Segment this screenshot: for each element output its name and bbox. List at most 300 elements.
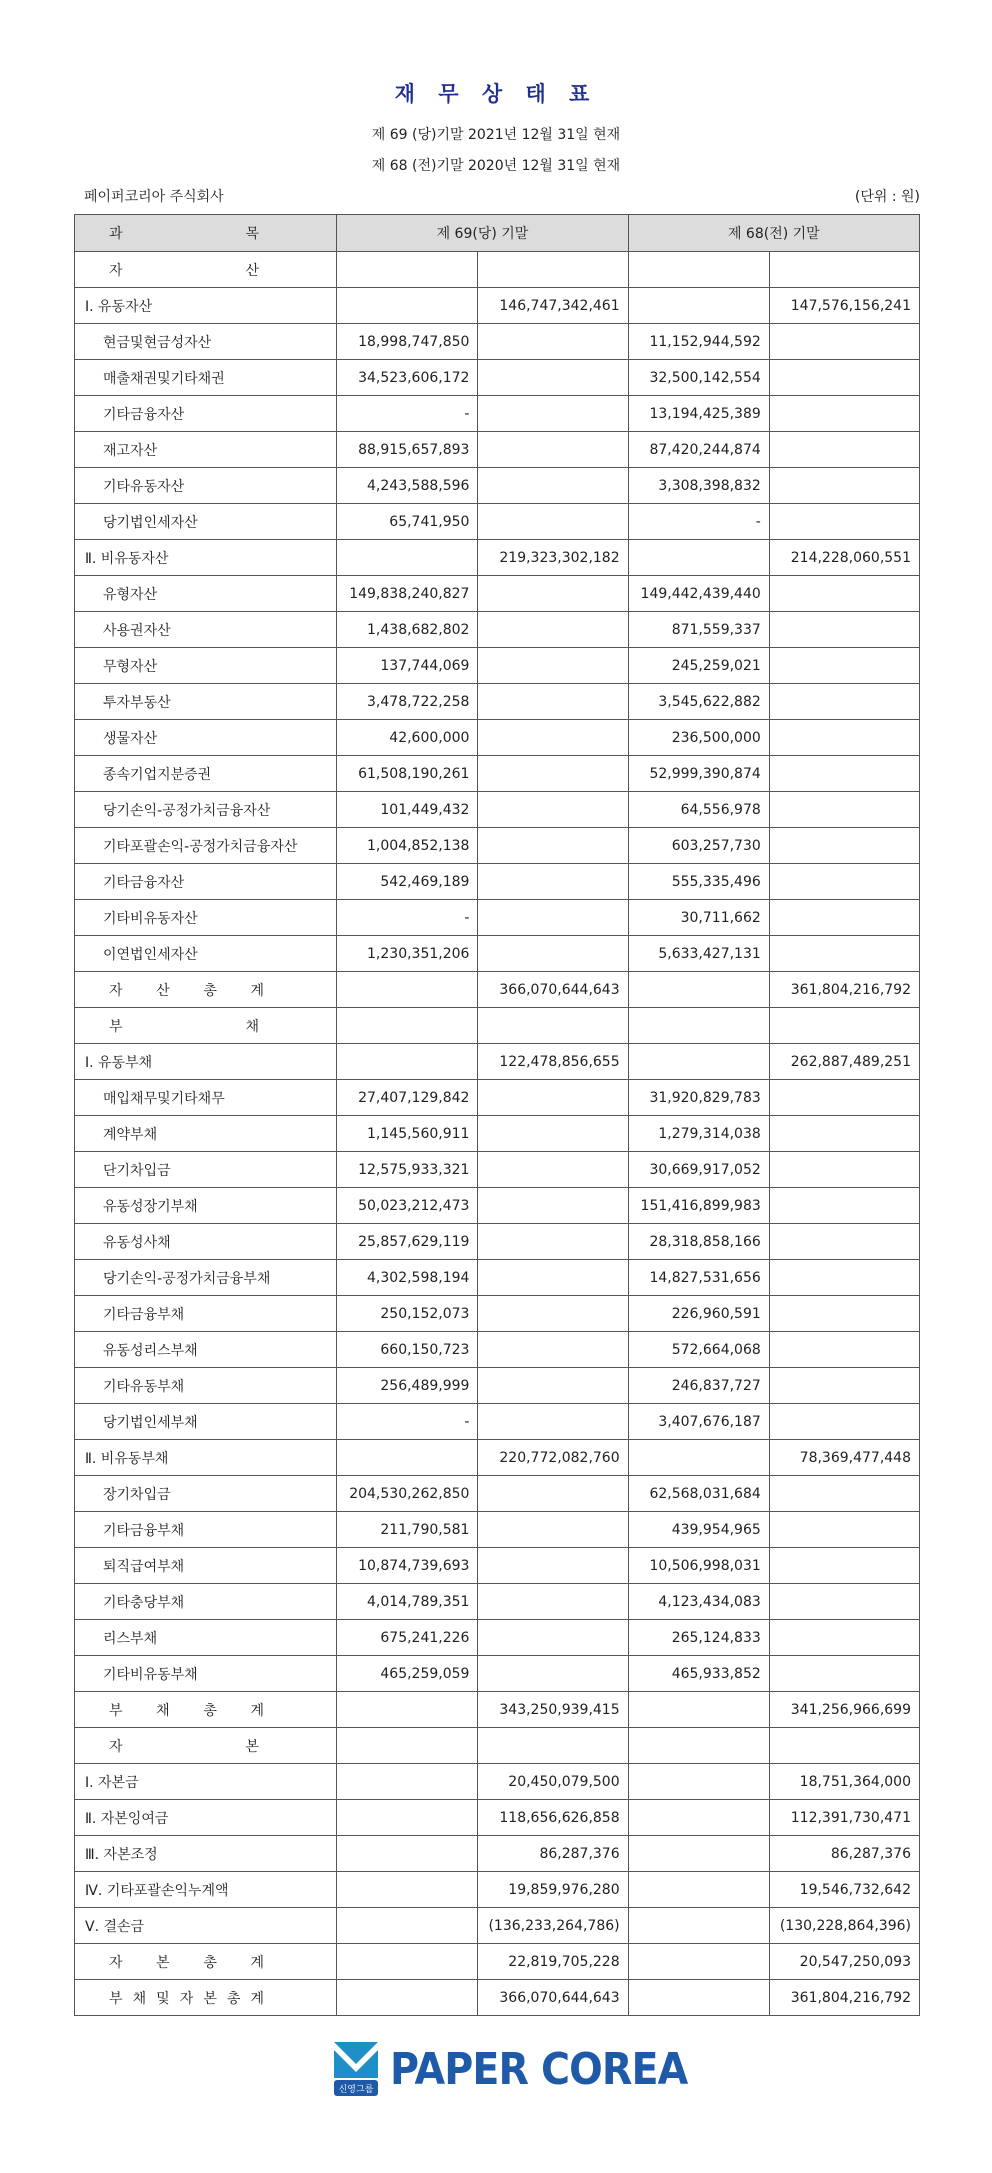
table-row xyxy=(75,1512,920,1548)
amount-cell-p1: 1,279,314,038 xyxy=(628,1116,769,1152)
amount-cell-p2 xyxy=(769,468,919,504)
table-row xyxy=(75,648,920,684)
table-row xyxy=(75,1008,920,1044)
row-label: 리스부채 xyxy=(75,1620,337,1656)
amount-cell-p1: 4,123,434,083 xyxy=(628,1584,769,1620)
amount-cell-p1: 13,194,425,389 xyxy=(628,396,769,432)
amount-cell-p2 xyxy=(769,1008,919,1044)
amount-cell-c1: 65,741,950 xyxy=(337,504,478,540)
amount-cell-p1: 465,933,852 xyxy=(628,1656,769,1692)
amount-cell-c1: 1,004,852,138 xyxy=(337,828,478,864)
amount-cell-c2 xyxy=(478,828,628,864)
amount-cell-c2 xyxy=(478,1188,628,1224)
amount-cell-p2 xyxy=(769,1296,919,1332)
amount-cell-c1 xyxy=(337,288,478,324)
table-row xyxy=(75,1800,920,1836)
amount-cell-c1 xyxy=(337,1944,478,1980)
amount-cell-c1 xyxy=(337,1728,478,1764)
row-label: Ⅰ. 유동자산 xyxy=(75,288,337,324)
amount-cell-c2 xyxy=(478,612,628,648)
amount-cell-c2 xyxy=(478,504,628,540)
amount-cell-c2: 19,859,976,280 xyxy=(478,1872,628,1908)
row-label: Ⅱ. 자본잉여금 xyxy=(75,1800,337,1836)
amount-cell-p1: 62,568,031,684 xyxy=(628,1476,769,1512)
amount-cell-p2 xyxy=(769,432,919,468)
row-label: 기타금융자산 xyxy=(75,396,337,432)
row-label: 단기차입금 xyxy=(75,1152,337,1188)
amount-cell-p2 xyxy=(769,720,919,756)
row-label-text: 자 산 총 계 xyxy=(109,982,264,999)
amount-cell-p1 xyxy=(628,252,769,288)
amount-cell-p2 xyxy=(769,1656,919,1692)
amount-cell-c1 xyxy=(337,540,478,576)
amount-cell-c2 xyxy=(478,1332,628,1368)
amount-cell-p1: 245,259,021 xyxy=(628,648,769,684)
amount-cell-p1: 64,556,978 xyxy=(628,792,769,828)
amount-cell-c1: - xyxy=(337,396,478,432)
amount-cell-p1: 10,506,998,031 xyxy=(628,1548,769,1584)
amount-cell-c2: 219,323,302,182 xyxy=(478,540,628,576)
row-label: 유동성장기부채 xyxy=(75,1188,337,1224)
amount-cell-p1 xyxy=(628,1800,769,1836)
amount-cell-p2 xyxy=(769,648,919,684)
table-row xyxy=(75,540,920,576)
row-label: 유형자산 xyxy=(75,576,337,612)
row-label: 당기손익-공정가치금융자산 xyxy=(75,792,337,828)
row-label: 무형자산 xyxy=(75,648,337,684)
amount-cell-p1: 30,669,917,052 xyxy=(628,1152,769,1188)
table-body xyxy=(75,252,920,2016)
amount-cell-p2: 86,287,376 xyxy=(769,1836,919,1872)
amount-cell-c1: 542,469,189 xyxy=(337,864,478,900)
amount-cell-c1: 1,145,560,911 xyxy=(337,1116,478,1152)
amount-cell-p2: (130,228,864,396) xyxy=(769,1908,919,1944)
row-label: 계약부채 xyxy=(75,1116,337,1152)
amount-cell-p1 xyxy=(628,1008,769,1044)
amount-cell-p2: 147,576,156,241 xyxy=(769,288,919,324)
amount-cell-c1 xyxy=(337,1440,478,1476)
amount-cell-c1: 204,530,262,850 xyxy=(337,1476,478,1512)
row-label: 기타포괄손익-공정가치금융자산 xyxy=(75,828,337,864)
amount-cell-p1: 151,416,899,983 xyxy=(628,1188,769,1224)
amount-cell-c1: 12,575,933,321 xyxy=(337,1152,478,1188)
amount-cell-p1: 31,920,829,783 xyxy=(628,1080,769,1116)
amount-cell-p1: 11,152,944,592 xyxy=(628,324,769,360)
amount-cell-p1 xyxy=(628,1908,769,1944)
company-logo xyxy=(332,2040,720,2098)
amount-cell-c2 xyxy=(478,1008,628,1044)
amount-cell-c1: 61,508,190,261 xyxy=(337,756,478,792)
amount-cell-p1: 32,500,142,554 xyxy=(628,360,769,396)
amount-cell-c2: 86,287,376 xyxy=(478,1836,628,1872)
amount-cell-p1: 603,257,730 xyxy=(628,828,769,864)
row-label: 기타금융자산 xyxy=(75,864,337,900)
row-label: Ⅰ. 자본금 xyxy=(75,1764,337,1800)
table-row xyxy=(75,1260,920,1296)
table-row xyxy=(75,1728,920,1764)
amount-cell-c1: 101,449,432 xyxy=(337,792,478,828)
document-title: 재 무 상 태 표 xyxy=(394,82,598,106)
amount-cell-p2 xyxy=(769,1620,919,1656)
amount-cell-p1: 28,318,858,166 xyxy=(628,1224,769,1260)
row-label: 기타비유동부채 xyxy=(75,1656,337,1692)
amount-cell-c1: 675,241,226 xyxy=(337,1620,478,1656)
amount-cell-c2 xyxy=(478,1584,628,1620)
row-label-text: 자 산 xyxy=(109,262,259,279)
row-label: Ⅴ. 결손금 xyxy=(75,1908,337,1944)
amount-cell-c1 xyxy=(337,1908,478,1944)
amount-cell-p1 xyxy=(628,1692,769,1728)
amount-cell-p1: 52,999,390,874 xyxy=(628,756,769,792)
table-row xyxy=(75,864,920,900)
row-label-text: 자 본 총 계 xyxy=(109,1954,264,1971)
amount-cell-p2: 18,751,364,000 xyxy=(769,1764,919,1800)
table-row xyxy=(75,1404,920,1440)
amount-cell-p2 xyxy=(769,1260,919,1296)
table-row xyxy=(75,756,920,792)
table-header-row xyxy=(75,215,920,252)
amount-cell-c2 xyxy=(478,720,628,756)
period-current: 제 69 (당)기말 2021년 12월 31일 현재 xyxy=(371,127,621,143)
amount-cell-c2 xyxy=(478,756,628,792)
amount-cell-c2 xyxy=(478,396,628,432)
amount-cell-c1 xyxy=(337,1872,478,1908)
table-row xyxy=(75,1080,920,1116)
row-label: Ⅱ. 비유동자산 xyxy=(75,540,337,576)
amount-cell-c2 xyxy=(478,1260,628,1296)
amount-cell-c1 xyxy=(337,1836,478,1872)
table-row xyxy=(75,1872,920,1908)
amount-cell-p1 xyxy=(628,1944,769,1980)
row-label: Ⅲ. 자본조정 xyxy=(75,1836,337,1872)
amount-cell-c2 xyxy=(478,468,628,504)
amount-cell-p2 xyxy=(769,1584,919,1620)
row-label: 퇴직급여부채 xyxy=(75,1548,337,1584)
amount-cell-c1 xyxy=(337,1764,478,1800)
period-prior: 제 68 (전)기말 2020년 12월 31일 현재 xyxy=(371,158,621,174)
amount-cell-p1: 3,545,622,882 xyxy=(628,684,769,720)
row-label: 투자부동산 xyxy=(75,684,337,720)
amount-cell-p1: 226,960,591 xyxy=(628,1296,769,1332)
amount-cell-c1: 34,523,606,172 xyxy=(337,360,478,396)
amount-cell-p2: 262,887,489,251 xyxy=(769,1044,919,1080)
amount-cell-c1: 42,600,000 xyxy=(337,720,478,756)
table-row xyxy=(75,1836,920,1872)
amount-cell-p2 xyxy=(769,864,919,900)
row-label: 장기차입금 xyxy=(75,1476,337,1512)
table-row xyxy=(75,792,920,828)
amount-cell-c1 xyxy=(337,1692,478,1728)
amount-cell-p2 xyxy=(769,504,919,540)
amount-cell-c1: 50,023,212,473 xyxy=(337,1188,478,1224)
row-label xyxy=(75,1692,337,1728)
amount-cell-p2 xyxy=(769,1728,919,1764)
row-label: 당기법인세자산 xyxy=(75,504,337,540)
amount-cell-p2: 19,546,732,642 xyxy=(769,1872,919,1908)
row-label-text: 부 채 xyxy=(109,1018,259,1035)
amount-cell-c2: 122,478,856,655 xyxy=(478,1044,628,1080)
amount-cell-c2 xyxy=(478,576,628,612)
amount-cell-p1: 246,837,727 xyxy=(628,1368,769,1404)
amount-cell-c2 xyxy=(478,1620,628,1656)
amount-cell-p2 xyxy=(769,1080,919,1116)
amount-cell-c1: - xyxy=(337,900,478,936)
amount-cell-p1 xyxy=(628,288,769,324)
table-row xyxy=(75,828,920,864)
row-label xyxy=(75,972,337,1008)
amount-cell-p1: 236,500,000 xyxy=(628,720,769,756)
amount-cell-c2 xyxy=(478,1548,628,1584)
amount-cell-c2: (136,233,264,786) xyxy=(478,1908,628,1944)
amount-cell-p2 xyxy=(769,1224,919,1260)
logo-caption: 신영그룹 xyxy=(338,2085,374,2095)
header-prior-period: 제 68(전) 기말 xyxy=(628,215,919,252)
amount-cell-c1: 256,489,999 xyxy=(337,1368,478,1404)
row-label-text: 부 채 총 계 xyxy=(109,1702,264,1719)
table-row xyxy=(75,1584,920,1620)
table-row xyxy=(75,972,920,1008)
amount-cell-p2 xyxy=(769,396,919,432)
amount-cell-p1: 265,124,833 xyxy=(628,1620,769,1656)
row-label: 이연법인세자산 xyxy=(75,936,337,972)
table-row xyxy=(75,1188,920,1224)
amount-cell-p1: 3,407,676,187 xyxy=(628,1404,769,1440)
amount-cell-p2 xyxy=(769,792,919,828)
table-row xyxy=(75,1368,920,1404)
amount-cell-c2 xyxy=(478,684,628,720)
amount-cell-p2 xyxy=(769,756,919,792)
table-row xyxy=(75,1332,920,1368)
header-subject xyxy=(75,215,337,252)
row-label: 종속기업지분증권 xyxy=(75,756,337,792)
amount-cell-c2 xyxy=(478,1512,628,1548)
row-label: 당기법인세부채 xyxy=(75,1404,337,1440)
amount-cell-c2 xyxy=(478,1656,628,1692)
amount-cell-c2 xyxy=(478,360,628,396)
table-row xyxy=(75,720,920,756)
amount-cell-c2 xyxy=(478,1404,628,1440)
amount-cell-c1: 465,259,059 xyxy=(337,1656,478,1692)
row-label: 유동성리스부채 xyxy=(75,1332,337,1368)
table-row xyxy=(75,1656,920,1692)
amount-cell-c2: 366,070,644,643 xyxy=(478,972,628,1008)
row-label xyxy=(75,252,337,288)
table-row xyxy=(75,432,920,468)
amount-cell-p2: 361,804,216,792 xyxy=(769,1980,919,2016)
table-row xyxy=(75,1296,920,1332)
amount-cell-p1 xyxy=(628,1044,769,1080)
amount-cell-p2: 341,256,966,699 xyxy=(769,1692,919,1728)
table-row xyxy=(75,1908,920,1944)
amount-cell-p1: 871,559,337 xyxy=(628,612,769,648)
row-label: 기타금융부채 xyxy=(75,1512,337,1548)
amount-cell-c1: 137,744,069 xyxy=(337,648,478,684)
row-label: 기타충당부채 xyxy=(75,1584,337,1620)
row-label-text: 부 채 및 자 본 총 계 xyxy=(109,1990,264,2007)
amount-cell-p1: 14,827,531,656 xyxy=(628,1260,769,1296)
table-row xyxy=(75,324,920,360)
row-label: 재고자산 xyxy=(75,432,337,468)
header-subject-label: 과 목 xyxy=(109,226,259,242)
table-row xyxy=(75,1620,920,1656)
amount-cell-c1: 1,438,682,802 xyxy=(337,612,478,648)
amount-cell-c1 xyxy=(337,1800,478,1836)
amount-cell-c2 xyxy=(478,1296,628,1332)
amount-cell-p2: 20,547,250,093 xyxy=(769,1944,919,1980)
amount-cell-c1: 88,915,657,893 xyxy=(337,432,478,468)
amount-cell-p2 xyxy=(769,1548,919,1584)
table-row xyxy=(75,1548,920,1584)
row-label: 현금및현금성자산 xyxy=(75,324,337,360)
amount-cell-c1: 25,857,629,119 xyxy=(337,1224,478,1260)
amount-cell-c2: 366,070,644,643 xyxy=(478,1980,628,2016)
table-row xyxy=(75,1044,920,1080)
header-current-period: 제 69(당) 기말 xyxy=(337,215,628,252)
amount-cell-p2 xyxy=(769,324,919,360)
row-label: 매출채권및기타채권 xyxy=(75,360,337,396)
table-row xyxy=(75,252,920,288)
amount-cell-p1: - xyxy=(628,504,769,540)
company-name: 페이퍼코리아 주식회사 xyxy=(84,189,224,205)
amount-cell-c2 xyxy=(478,792,628,828)
amount-cell-p2 xyxy=(769,1188,919,1224)
table-row xyxy=(75,576,920,612)
amount-cell-c1: 10,874,739,693 xyxy=(337,1548,478,1584)
amount-cell-p2 xyxy=(769,1332,919,1368)
row-label-text: 자 본 xyxy=(109,1738,259,1755)
row-label: Ⅰ. 유동부채 xyxy=(75,1044,337,1080)
row-label: 기타유동부채 xyxy=(75,1368,337,1404)
amount-cell-c1: 660,150,723 xyxy=(337,1332,478,1368)
amount-cell-c1 xyxy=(337,252,478,288)
amount-cell-p1: 3,308,398,832 xyxy=(628,468,769,504)
table-row xyxy=(75,1224,920,1260)
amount-cell-p2 xyxy=(769,1512,919,1548)
amount-cell-p1: 5,633,427,131 xyxy=(628,936,769,972)
table-row xyxy=(75,936,920,972)
row-label: Ⅳ. 기타포괄손익누계액 xyxy=(75,1872,337,1908)
amount-cell-p1: 555,335,496 xyxy=(628,864,769,900)
amount-cell-c2: 22,819,705,228 xyxy=(478,1944,628,1980)
amount-cell-c1 xyxy=(337,1044,478,1080)
amount-cell-p2: 361,804,216,792 xyxy=(769,972,919,1008)
table-row xyxy=(75,684,920,720)
row-label xyxy=(75,1728,337,1764)
amount-cell-p2 xyxy=(769,936,919,972)
table-row xyxy=(75,1152,920,1188)
table-row xyxy=(75,468,920,504)
table-row xyxy=(75,612,920,648)
amount-cell-p2 xyxy=(769,828,919,864)
logo-text: PAPER COREA xyxy=(390,2043,688,2095)
amount-cell-p1: 572,664,068 xyxy=(628,1332,769,1368)
table-row xyxy=(75,1764,920,1800)
table-row xyxy=(75,1980,920,2016)
table-row xyxy=(75,360,920,396)
amount-cell-c1 xyxy=(337,1980,478,2016)
amount-cell-c2 xyxy=(478,324,628,360)
amount-cell-c2: 118,656,626,858 xyxy=(478,1800,628,1836)
row-label: 기타유동자산 xyxy=(75,468,337,504)
amount-cell-c2 xyxy=(478,1116,628,1152)
amount-cell-c2 xyxy=(478,648,628,684)
amount-cell-p1: 149,442,439,440 xyxy=(628,576,769,612)
amount-cell-c1: 27,407,129,842 xyxy=(337,1080,478,1116)
row-label: 당기손익-공정가치금융부채 xyxy=(75,1260,337,1296)
row-label: 기타금융부채 xyxy=(75,1296,337,1332)
amount-cell-c2 xyxy=(478,1368,628,1404)
amount-cell-p1: 87,420,244,874 xyxy=(628,432,769,468)
amount-cell-c2: 20,450,079,500 xyxy=(478,1764,628,1800)
balance-sheet-table xyxy=(74,214,920,2016)
table-row xyxy=(75,1476,920,1512)
amount-cell-p1: 30,711,662 xyxy=(628,900,769,936)
amount-cell-c2 xyxy=(478,900,628,936)
amount-cell-c2 xyxy=(478,1224,628,1260)
amount-cell-c1: - xyxy=(337,1404,478,1440)
amount-cell-p2 xyxy=(769,1404,919,1440)
amount-cell-c1 xyxy=(337,1008,478,1044)
amount-cell-c1: 211,790,581 xyxy=(337,1512,478,1548)
amount-cell-p1: 439,954,965 xyxy=(628,1512,769,1548)
row-label xyxy=(75,1980,337,2016)
amount-cell-c1: 1,230,351,206 xyxy=(337,936,478,972)
row-label: 사용권자산 xyxy=(75,612,337,648)
amount-cell-c1: 18,998,747,850 xyxy=(337,324,478,360)
row-label: Ⅱ. 비유동부채 xyxy=(75,1440,337,1476)
amount-cell-p2 xyxy=(769,900,919,936)
amount-cell-c1 xyxy=(337,972,478,1008)
row-label xyxy=(75,1944,337,1980)
amount-cell-c1: 250,152,073 xyxy=(337,1296,478,1332)
table-row xyxy=(75,396,920,432)
amount-cell-p1 xyxy=(628,540,769,576)
amount-cell-p2 xyxy=(769,612,919,648)
amount-cell-p2: 78,369,477,448 xyxy=(769,1440,919,1476)
amount-cell-p1 xyxy=(628,1764,769,1800)
table-row xyxy=(75,504,920,540)
amount-cell-c2: 343,250,939,415 xyxy=(478,1692,628,1728)
row-label: 기타비유동자산 xyxy=(75,900,337,936)
row-label: 생물자산 xyxy=(75,720,337,756)
amount-cell-p1 xyxy=(628,1872,769,1908)
amount-cell-c1: 4,243,588,596 xyxy=(337,468,478,504)
amount-cell-p2 xyxy=(769,684,919,720)
amount-cell-p1 xyxy=(628,1980,769,2016)
amount-cell-c2: 220,772,082,760 xyxy=(478,1440,628,1476)
table-row xyxy=(75,1944,920,1980)
amount-cell-c2 xyxy=(478,1728,628,1764)
amount-cell-c1: 149,838,240,827 xyxy=(337,576,478,612)
table-row xyxy=(75,1440,920,1476)
amount-cell-p1 xyxy=(628,1836,769,1872)
amount-cell-p2: 214,228,060,551 xyxy=(769,540,919,576)
table-row xyxy=(75,1116,920,1152)
amount-cell-c2: 146,747,342,461 xyxy=(478,288,628,324)
amount-cell-p2: 112,391,730,471 xyxy=(769,1800,919,1836)
unit-label: (단위 : 원) xyxy=(854,189,920,205)
row-label xyxy=(75,1008,337,1044)
amount-cell-c1: 4,014,789,351 xyxy=(337,1584,478,1620)
table-row xyxy=(75,288,920,324)
amount-cell-c2 xyxy=(478,936,628,972)
amount-cell-p2 xyxy=(769,360,919,396)
amount-cell-p2 xyxy=(769,576,919,612)
amount-cell-c2 xyxy=(478,252,628,288)
amount-cell-p2 xyxy=(769,1476,919,1512)
amount-cell-p1 xyxy=(628,972,769,1008)
amount-cell-c1: 4,302,598,194 xyxy=(337,1260,478,1296)
